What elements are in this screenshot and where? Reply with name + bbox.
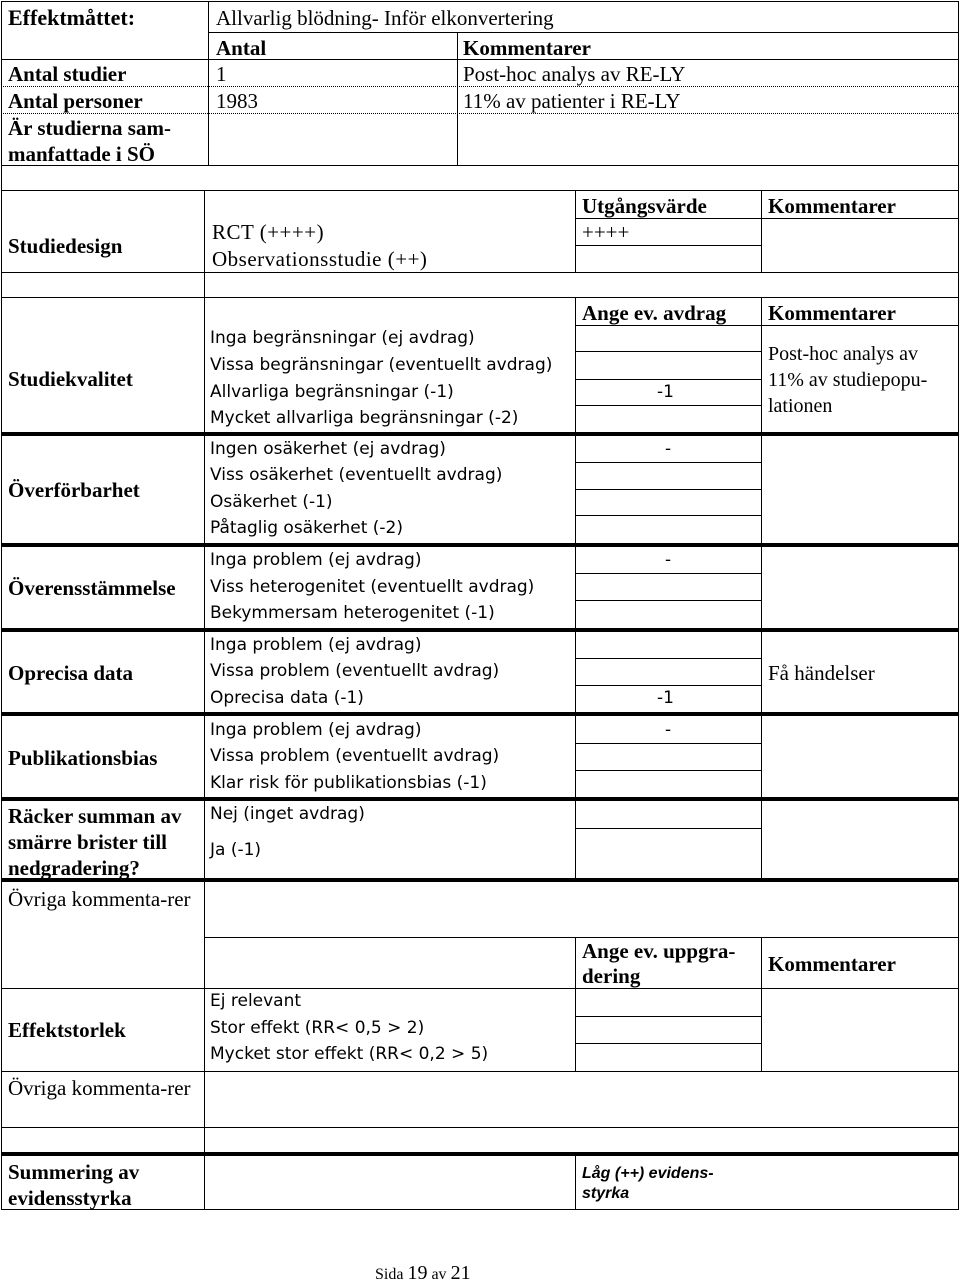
- option-row: Viss osäkerhet (eventuellt avdrag): [210, 465, 503, 485]
- divider: [1, 988, 959, 989]
- antal-studier-value: 1: [216, 62, 227, 86]
- publikationsbias-label: Publikationsbias: [8, 746, 158, 770]
- section-divider: [1, 543, 959, 547]
- page-of: av: [431, 1266, 447, 1283]
- option-row: Påtaglig osäkerhet (-2): [210, 518, 404, 538]
- overforbarhet-label: Överförbarhet: [8, 478, 140, 502]
- column-header-utgangsvarde: Utgångsvärde: [582, 194, 707, 218]
- divider: [1, 1127, 959, 1128]
- divider: [575, 600, 761, 601]
- option-row: Ingen osäkerhet (ej avdrag): [210, 439, 446, 459]
- option-row: Stor effekt (RR< 0,5 > 2): [210, 1018, 425, 1038]
- current-page: 19: [407, 1262, 428, 1284]
- divider: [575, 828, 761, 829]
- option-row: Inga problem (ej avdrag): [210, 720, 422, 740]
- option-row: Mycket stor effekt (RR< 0,2 > 5): [210, 1044, 489, 1064]
- row-label-antal-personer: Antal personer: [8, 89, 143, 113]
- divider: [575, 379, 761, 380]
- divider: [575, 1152, 576, 1210]
- section-divider: [1, 712, 959, 716]
- section-divider: [1, 432, 959, 436]
- divider: [208, 1, 209, 166]
- divider: [204, 937, 959, 938]
- column-header-ange-avdrag: Ange ev. avdrag: [582, 301, 727, 325]
- option-row: Inga problem (ej avdrag): [210, 635, 422, 655]
- design-option: Observationsstudie (++): [212, 247, 428, 271]
- ovriga-kommentarer-label: Övriga kommenta-rer: [8, 887, 191, 911]
- avdrag-value: -: [665, 550, 672, 570]
- option-row: Viss heterogenitet (eventuellt avdrag): [210, 577, 535, 597]
- avdrag-value: -: [665, 439, 672, 459]
- antal-studier-comment: Post-hoc analys av RE-LY: [463, 62, 686, 86]
- divider: [575, 685, 761, 686]
- antal-personer-comment: 11% av patienter i RE-LY: [463, 89, 681, 113]
- table-border-right: [958, 1, 959, 1210]
- section-divider: [1, 797, 959, 801]
- option-row: Inga begränsningar (ej avdrag): [210, 328, 475, 348]
- studiedesign-label: Studiedesign: [8, 234, 123, 258]
- column-header-kommentarer: Kommentarer: [463, 36, 591, 60]
- avdrag-value: -: [665, 720, 672, 740]
- divider: [761, 297, 762, 879]
- overensstammelse-label: Överensstämmelse: [8, 576, 176, 600]
- column-header-kommentarer: Kommentarer: [768, 952, 896, 976]
- column-header-kommentarer: Kommentarer: [768, 301, 896, 325]
- avdrag-value: -1: [657, 382, 674, 402]
- column-header-antal: Antal: [216, 36, 267, 60]
- divider: [761, 190, 762, 272]
- option-row: Ja (-1): [210, 840, 262, 860]
- divider: [1, 272, 959, 273]
- avdrag-value: -1: [657, 688, 674, 708]
- option-row: Inga problem (ej avdrag): [210, 550, 422, 570]
- oprecisa-data-label: Oprecisa data: [8, 661, 134, 685]
- antal-personer-value: 1983: [216, 89, 258, 113]
- option-row: Bekymmersam heterogenitet (-1): [210, 603, 495, 623]
- option-row: Oprecisa data (-1): [210, 688, 364, 708]
- table-border-top: [1, 1, 959, 2]
- row-label-antal-studier: Antal studier: [8, 62, 127, 86]
- divider: [575, 405, 761, 406]
- divider: [575, 245, 761, 246]
- option-row: Nej (inget avdrag): [210, 804, 365, 824]
- divider: [575, 658, 761, 659]
- effektmattet-value: Allvarlig blödning- Inför elkonvertering: [216, 6, 554, 30]
- option-row: Ej relevant: [210, 991, 302, 1011]
- column-header-kommentarer: Kommentarer: [768, 194, 896, 218]
- page-prefix: Sida: [375, 1266, 404, 1283]
- row-label-sammanfattade: Är studierna sam-manfattade i SÖ: [8, 116, 171, 166]
- divider: [204, 190, 205, 1210]
- divider: [575, 1016, 761, 1017]
- divider: [575, 937, 576, 1071]
- section-divider: [1, 628, 959, 632]
- ovriga-kommentarer-label: Övriga kommenta-rer: [8, 1076, 191, 1100]
- column-header-ange-uppgradering: Ange ev. uppgra-dering: [582, 939, 736, 988]
- divider: [1, 1071, 959, 1072]
- section-divider: [1, 1152, 959, 1156]
- smarre-brister-label: Räcker summan av smärre brister till nedgradering?: [8, 804, 182, 880]
- divider: [575, 297, 576, 879]
- divider: [575, 515, 761, 516]
- studiekvalitet-comment: Post-hoc analys av 11% av studiepopu-lationen: [768, 343, 928, 417]
- effektmattet-label: Effektmåttet:: [8, 5, 136, 30]
- divider: [575, 743, 761, 744]
- effektstorlek-label: Effektstorlek: [8, 1018, 126, 1042]
- divider: [1, 297, 959, 298]
- studiekvalitet-label: Studiekvalitet: [8, 367, 133, 391]
- total-pages: 21: [450, 1262, 471, 1284]
- evidensstyrka-value: Låg (++) evidens-styrka: [582, 1165, 714, 1202]
- divider: [761, 937, 762, 1071]
- divider: [575, 489, 761, 490]
- divider: [457, 32, 458, 166]
- option-row: Vissa problem (eventuellt avdrag): [210, 746, 500, 766]
- divider: [575, 573, 761, 574]
- divider: [1, 190, 959, 191]
- option-row: Mycket allvarliga begränsningar (-2): [210, 408, 519, 428]
- utgangsvarde-value: ++++: [582, 220, 630, 244]
- summering-label: Summering av evidensstyrka: [8, 1160, 140, 1210]
- divider: [208, 32, 958, 33]
- table-border-left: [1, 1, 2, 1210]
- oprecisa-data-comment: Få händelser: [768, 661, 875, 685]
- divider: [575, 770, 761, 771]
- divider: [575, 1043, 761, 1044]
- divider: [575, 351, 761, 352]
- option-row: Allvarliga begränsningar (-1): [210, 382, 454, 402]
- option-row: Vissa problem (eventuellt avdrag): [210, 661, 500, 681]
- option-row: Klar risk för publikationsbias (-1): [210, 773, 487, 793]
- design-option: RCT (++++): [212, 220, 325, 244]
- option-row: Osäkerhet (-1): [210, 492, 333, 512]
- divider: [575, 462, 761, 463]
- option-row: Vissa begränsningar (eventuellt avdrag): [210, 355, 553, 375]
- divider: [575, 190, 576, 272]
